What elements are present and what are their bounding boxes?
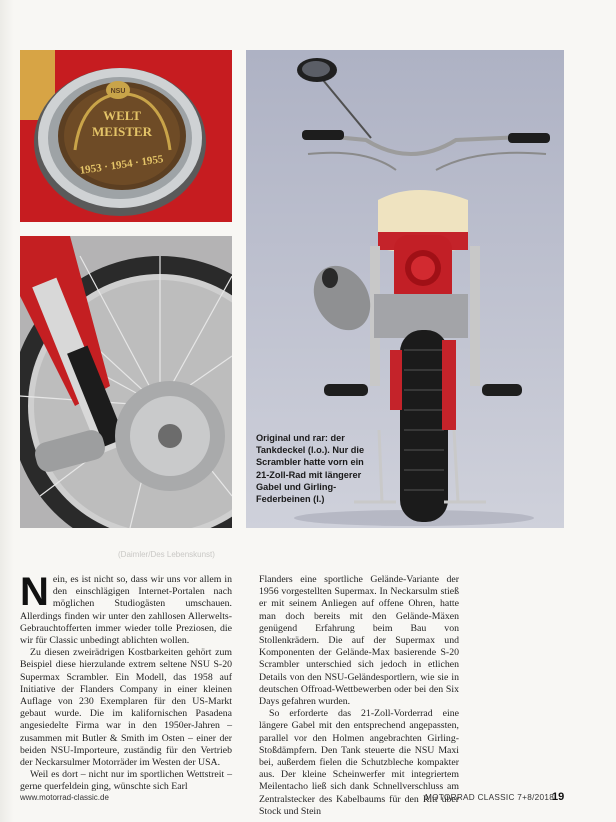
article-column-left xyxy=(20,570,232,794)
article-paragraph: So erforderte das 21-Zoll-Vorderrad eine längere Gabel mit den entsprechend angepassten, parallel vor den Holmen angebrachten Girling-Stoßdämpfern. Den Tank steuerte die NSU Maxi bei, außerdem fielen die Schutzbleche kompakter aus. Der kleine Scheinwerfer mit integriertem Meilentacho ließ sich dank Schnellverschluss am Zentralstecker des Kabelbaums für den Ritt über Stock und Stein xyxy=(259,708,459,817)
article-paragraph: Weil es dort – nicht nur im sportlichen Wettstreit – gerne querfeldein ging, wünschte sich Earl xyxy=(20,769,232,793)
tank-cap-photo xyxy=(20,50,232,222)
cap-badge: NSU xyxy=(110,88,126,95)
footer-magazine-issue: MOTORRAD CLASSIC 7+8/2018 xyxy=(425,793,555,802)
page-number: 19 xyxy=(552,791,565,803)
tank-cap-illustration xyxy=(20,50,232,222)
front-fork-illustration xyxy=(20,236,232,528)
article-column-right xyxy=(259,574,459,818)
article-paragraph: Zu diesen zweirädrigen Kostbarkeiten gehört zum Beispiel diese hierzulande extrem seltene NSU S-20 Supermax Scrambler. Ein Modell, das 1958 auf Initiative der Flanders Company in einer kleinen Auflage von 230 Exemplaren für den US-Markt gebaut wurde. Die im kalifornischen Pasadena angesiedelte Firma war in den 1950er-Jahren – zusammen mit Butler & Smith im Osten – einer der beiden NSU-Importeure, zuständig für den Vertrieb der Neckarsulmer Motorräder im Westen der USA. xyxy=(20,647,232,769)
article-paragraph: Flanders eine sportliche Gelände-Variante der 1956 vorgestellten Supermax. In Neckarsulm stieß er mit seinem Anliegen auf offene Ohren, hatte man doch bereits mit den Gelände-Mäxen genügend Erfahrung beim Bau von Stollenkrädern. Die auf der Supermax und Komponenten der Gelände-Max basierende S-20 Scrambler unterschied sich jedoch in etlichen Details von den NSU-Geländesportlern, wie sie in deutschen Offroad-Wettbewerben oder bei den Six Days gefahren wurden. xyxy=(259,574,459,708)
show-through-text: (Daimler/Des Lebenskunst) xyxy=(118,550,215,559)
footer-website: www.motorrad-classic.de xyxy=(20,793,109,802)
cap-ring-mid: MEISTER xyxy=(92,124,152,139)
drop-cap: N xyxy=(20,570,49,614)
paragraph-text: ein, es ist nicht so, dass wir uns vor allem in den einschlägigen Internet-Portalen nach möglichen Studiogästen umschauen. Allerdings finden wir unter den zahllosen Allerwelts-Gebrauchtofferten immer wieder tolle Preziosen, die wir für Classic unbedingt ablichten wollen. xyxy=(20,574,232,647)
cap-ring-top: WELT xyxy=(103,108,141,123)
cap-years: 1953 · 1954 · 1955 xyxy=(78,153,165,177)
front-fork-photo xyxy=(20,236,232,528)
photo-caption: Original und rar: der Tankdeckel (l.o.). Nur die Scrambler hatte vorn ein 21-Zoll-Rad mit längerer Gabel und Girling-Federbeinen (l.) xyxy=(256,433,365,505)
article-paragraph xyxy=(20,570,232,647)
